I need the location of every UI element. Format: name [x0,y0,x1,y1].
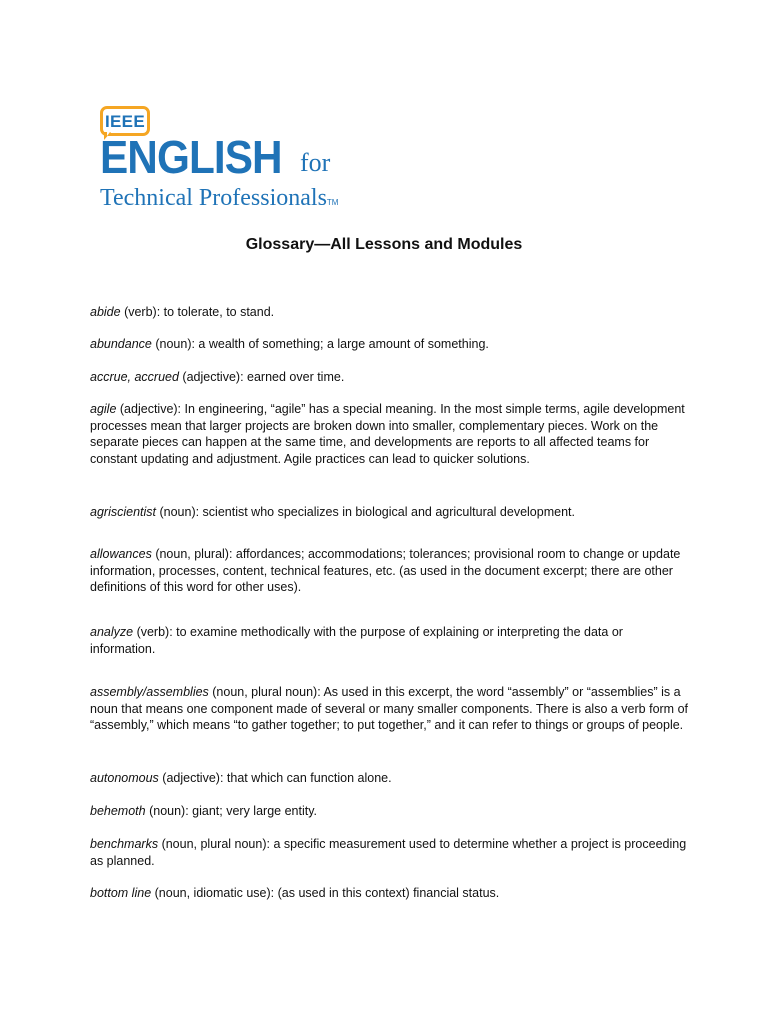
glossary-definition: (noun, plural): affordances; accommodations; tolerances; provisional room to change or update information, processes, content, technical features, etc. (as used in the document excerpt; there are other definitions of this word for other uses). [90,547,681,594]
page-title: Glossary—All Lessons and Modules [245,236,523,253]
glossary-entry [90,546,690,596]
glossary-definition: (noun): scientist who specializes in biological and agricultural development. [156,505,575,519]
glossary-term: agriscientist [90,505,156,519]
glossary-definition: (noun): giant; very large entity. [145,804,317,818]
logo-ieee-text: IEEE [105,111,145,131]
glossary-term: benchmarks [90,837,159,851]
glossary-entry [90,504,690,521]
glossary-entry [90,836,690,869]
logo-tech-text [100,186,338,210]
glossary-term: autonomous [90,771,159,785]
glossary-definition: (verb): to tolerate, to stand. [120,305,275,319]
logo-for-text: for [300,148,331,177]
glossary-entry [90,624,690,657]
glossary-term: behemoth [90,804,146,818]
logo-tech-label: Technical Professionals [100,185,327,211]
glossary-entry [90,369,690,386]
glossary-definition: (noun, plural noun): As used in this excerpt, the word “assembly” or “assemblies” is a noun that means one component made of several or many smaller components. There is also a verb form of “assembly,” which means “to gather together; to put together,” and it can refer to things or groups of people. [90,685,688,732]
ieee-english-logo [90,100,360,220]
glossary-definition: (verb): to examine methodically with the purpose of explaining or interpreting the data or information. [90,625,623,656]
glossary-term: bottom line [90,886,152,900]
glossary-entry [90,803,690,820]
glossary-definition: (noun, plural noun): a specific measurement used to determine whether a project is proceeding as planned. [90,837,687,868]
glossary-term: analyze [90,625,134,639]
glossary-term: accrue, accrued [90,370,179,384]
glossary-term: allowances [90,547,152,561]
glossary-definition: (adjective): earned over time. [178,370,345,384]
glossary-term: assembly/assemblies [90,685,209,699]
glossary-definition: (adjective): that which can function alone. [158,771,392,785]
glossary-entry [90,401,690,467]
glossary-term: abundance [90,337,152,351]
glossary-entry [90,770,690,787]
glossary-term: agile [90,402,117,416]
glossary-term: abide [90,305,121,319]
glossary-definition: (noun, idiomatic use): (as used in this context) financial status. [151,886,500,900]
glossary-entry [90,336,690,353]
glossary-definition: (adjective): In engineering, “agile” has a special meaning. In the most simple terms, agile development processes mean that larger projects are broken down into smaller, complementary pieces. Work on the separate pieces can happen at the same time, and developments are reports to all affected teams for constant updating and adjustment. Agile practices can lead to quicker solutions. [90,402,685,466]
logo-trademark: TM [326,198,339,207]
glossary-entry [90,885,690,902]
glossary-entry [90,304,690,321]
glossary-entry [90,684,690,734]
logo-english-text: ENGLISH [100,131,282,183]
glossary-definition: (noun): a wealth of something; a large amount of something. [151,337,489,351]
